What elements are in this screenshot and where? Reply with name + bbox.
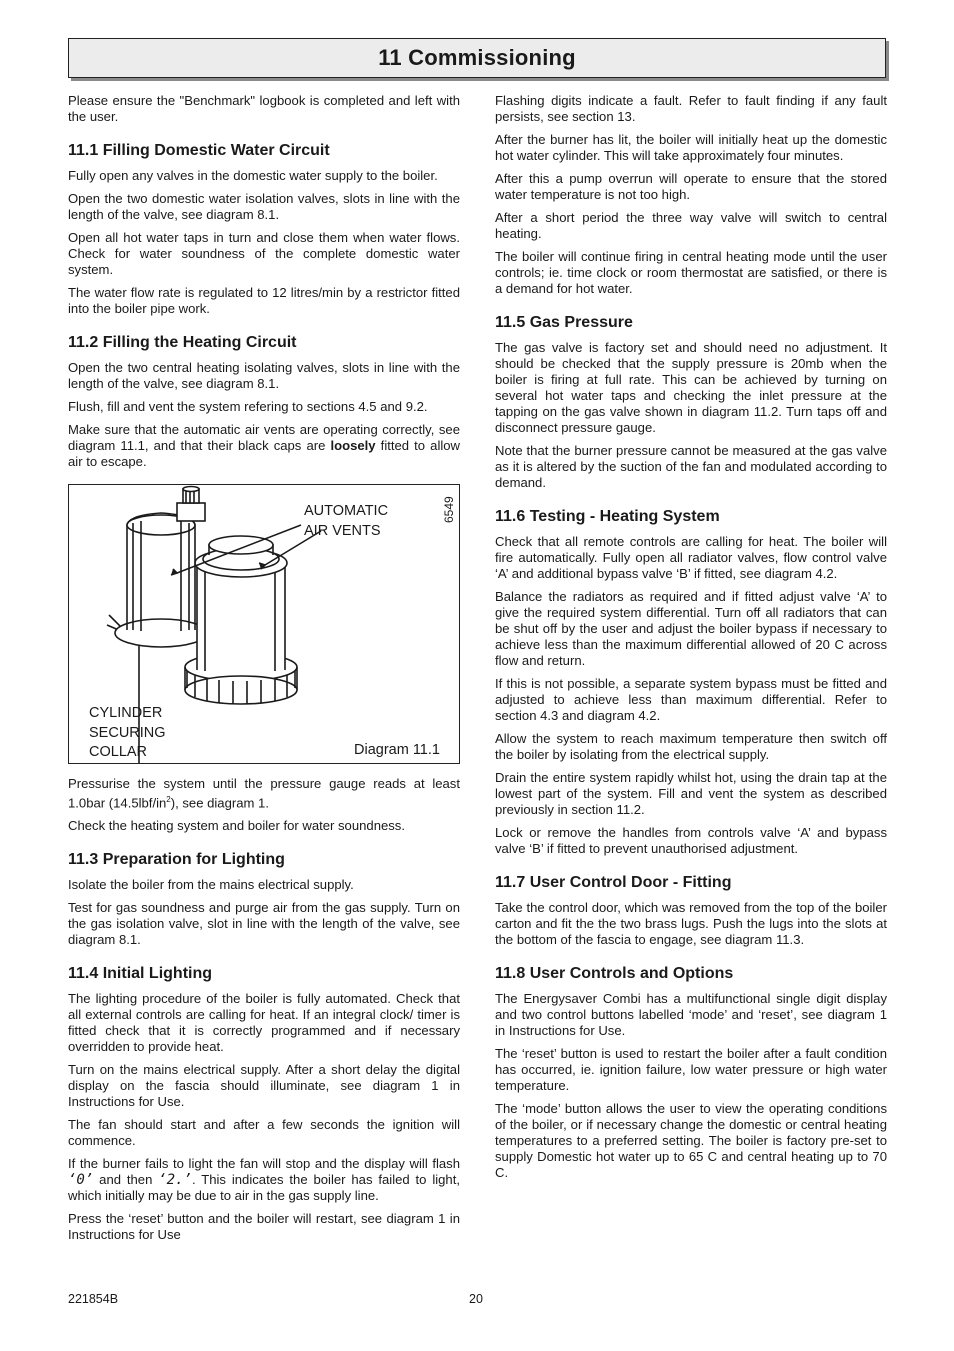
label-line: COLLAR <box>89 744 148 760</box>
text-run: Pressurise the system until the pressure gauge reads at least 1.0bar (14.5lbf/in <box>68 776 460 811</box>
paragraph: Allow the system to reach maximum temperature then switch off the boiler by isolating from the electrical supply. <box>495 731 887 762</box>
paragraph: Note that the burner pressure cannot be measured at the gas valve as it is altered by the suction of the fan and modulated according to demand. <box>495 443 887 490</box>
page-number: 20 <box>469 1292 483 1306</box>
paragraph: Open all hot water taps in turn and close them when water flows. Check for water soundness of the complete domestic water system. <box>68 230 460 277</box>
heading-11-1: 11.1 Filling Domestic Water Circuit <box>68 142 330 159</box>
diagram-reference-number: 6549 <box>442 496 456 523</box>
paragraph: Drain the entire system rapidly whilst hot, using the drain tap at the lowest part of the system. Fill and vent the system as described previously in section 11.2. <box>495 770 887 817</box>
paragraph <box>68 422 460 470</box>
paragraph: Lock or remove the handles from controls valve ‘A’ and bypass valve ‘B’ if fitted to prevent unauthorised adjustment. <box>495 825 887 856</box>
paragraph: Isolate the boiler from the mains electrical supply. <box>68 877 354 893</box>
document-number: 221854B <box>68 1292 119 1306</box>
text-run: ), see diagram 1. <box>170 795 269 811</box>
paragraph: The gas valve is factory set and should need no adjustment. It should be checked that the supply pressure is 20mb when the boiler is firing at full rate. This can be achieved by turning on several hot water taps and checking the inlet pressure at the tapping on the gas valve shown in diagram 11.2. Turn taps off and disconnect pressure gauge. <box>495 340 887 435</box>
diagram-11-1 <box>68 484 460 764</box>
display-code-0: ‘0’ <box>68 1172 94 1189</box>
label-cylinder-securing-collar <box>89 704 166 763</box>
emphasis-loosely: loosely <box>330 438 376 453</box>
heading-11-8: 11.8 User Controls and Options <box>495 965 734 982</box>
paragraph: Take the control door, which was removed from the top of the boiler carton and fit the the two brass lugs. Push the lugs into the slots at the bottom of the fascia to engage, see diagram 11.3. <box>495 900 887 947</box>
label-automatic-air-vents <box>304 502 388 541</box>
paragraph: After this a pump overrun will operate to ensure that the stored water temperature is not too high. <box>495 171 887 202</box>
paragraph: The fan should start and after a few seconds the ignition will commence. <box>68 1117 460 1149</box>
paragraph: Press the ‘reset’ button and the boiler will restart, see diagram 1 in Instructions for Use <box>68 1211 460 1243</box>
heading-11-2: 11.2 Filling the Heating Circuit <box>68 334 297 351</box>
paragraph <box>68 776 460 811</box>
paragraph: Open the two domestic water isolation valves, slots in line with the length of the valve, see diagram 8.1. <box>68 191 460 222</box>
label-line: AUTOMATIC <box>304 503 389 519</box>
right-column <box>495 93 887 1188</box>
paragraph: After the burner has lit, the boiler will initially heat up the domestic hot water cylinder. This will take approximately four minutes. <box>495 132 887 163</box>
text-run: and then <box>93 1172 159 1188</box>
paragraph: The ‘reset’ button is used to restart the boiler after a fault condition has occurred, ie. ignition failure, low water pressure or high water temperature. <box>495 1046 887 1093</box>
paragraph: Balance the radiators as required and if fitted adjust valve ‘A’ to give the required system differential. Turn off all radiators that can be shut off by the user and adjust the boiler bypass if necessary to achieve less than the maximum differential allowed of 20 C across flow and return. <box>495 589 887 668</box>
paragraph: The boiler will continue firing in central heating mode until the user controls; ie. time clock or room thermostat are satisfied, or there is a demand for hot water. <box>495 249 887 296</box>
label-line: CYLINDER <box>89 705 163 721</box>
paragraph: Check the heating system and boiler for water soundness. <box>68 818 405 834</box>
diagram-caption: Diagram 11.1 <box>354 742 440 758</box>
display-code-2: ‘2.’ <box>158 1172 192 1189</box>
label-line: SECURING <box>89 724 166 741</box>
text-run: If the burner fails to light the fan will stop and the display will flash <box>68 1156 460 1172</box>
paragraph: Flush, fill and vent the system refering to sections 4.5 and 9.2. <box>68 399 428 414</box>
text-run: . This indicates the boiler has failed to light, which initially may be due to air in the gas supply line. <box>68 1172 460 1204</box>
text-run: Make sure that the automatic air vents are operating correctly, see diagram 11.1, and that their black caps are <box>68 422 460 453</box>
paragraph <box>68 1156 460 1204</box>
paragraph: The lighting procedure of the boiler is fully automated. Check that all external controls are calling for heat. If an integral clock/ timer is fitted check that it is correctly programmed and if necessary overridden to provide heat. <box>68 991 460 1055</box>
paragraph: After a short period the three way valve will switch to central heating. <box>495 210 887 241</box>
paragraph: The water flow rate is regulated to 12 litres/min by a restrictor fitted into the boiler pipe work. <box>68 285 460 316</box>
paragraph: Check that all remote controls are calling for heat. The boiler will fire automatically. Fully open all radiator valves, flow control valve ‘A’ and additional bypass valve ‘B’ if fitted, see diagram 4.2. <box>495 534 887 581</box>
paragraph: Turn on the mains electrical supply. After a short delay the digital display on the fascia should illuminate, see diagram 1 in Instructions for Use. <box>68 1062 460 1110</box>
intro-paragraph: Please ensure the "Benchmark" logbook is completed and left with the user. <box>68 93 460 124</box>
heading-11-5: 11.5 Gas Pressure <box>495 314 633 331</box>
heading-11-4: 11.4 Initial Lighting <box>68 965 213 983</box>
section-header <box>68 38 886 78</box>
paragraph: If this is not possible, a separate system bypass must be fitted and adjusted to achieve less than maximum differential. Refer to section 4.3 and diagram 4.2. <box>495 676 887 723</box>
paragraph: Fully open any valves in the domestic water supply to the boiler. <box>68 168 438 183</box>
paragraph: Test for gas soundness and purge air from the gas supply. Turn on the gas isolation valve, slot in line with the length of the valve, see diagram 8.1. <box>68 900 460 948</box>
heading-11-3: 11.3 Preparation for Lighting <box>68 851 285 869</box>
superscript: 2 <box>166 795 171 804</box>
heading-11-7: 11.7 User Control Door - Fitting <box>495 874 732 891</box>
paragraph: Open the two central heating isolating valves, slots in line with the length of the valve, see diagram 8.1. <box>68 360 460 391</box>
text-run: fitted to allow air to escape. <box>68 438 460 469</box>
paragraph: Flashing digits indicate a fault. Refer to fault finding if any fault persists, see section 13. <box>495 93 887 124</box>
section-title: 11 Commissioning <box>378 45 576 70</box>
label-line: AIR VENTS <box>304 522 381 539</box>
heading-11-6: 11.6 Testing - Heating System <box>495 508 720 525</box>
paragraph: The Energysaver Combi has a multifunctional single digit display and two control buttons labelled ‘mode’ and ‘reset’, see diagram 1 in Instructions for Use. <box>495 991 887 1038</box>
left-column <box>68 93 460 1250</box>
paragraph: The ‘mode’ button allows the user to view the operating conditions of the boiler, or if necessary change the domestic or central heating temperatures to a preferred setting. The boiler is factory pre-set to supply Domestic hot water up to 65 C and central heating up to 70 C. <box>495 1101 887 1180</box>
